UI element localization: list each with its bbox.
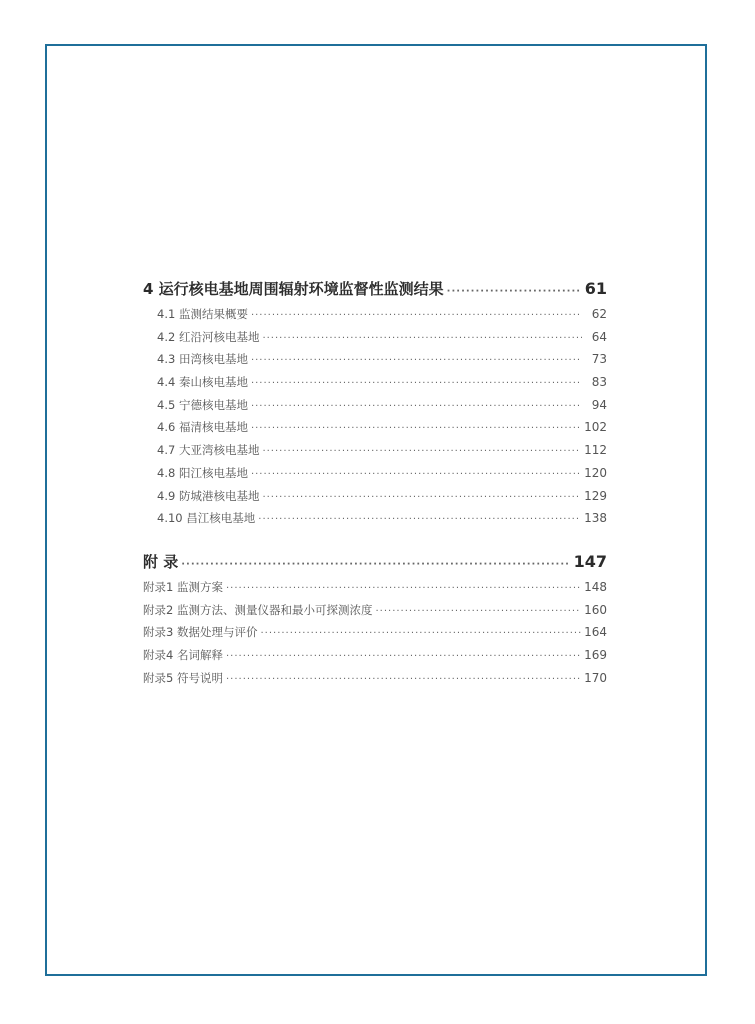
toc-section-entry[interactable] (143, 579, 607, 602)
toc-leader-dots (262, 333, 582, 344)
toc-section-title: 附录5 符号说明 (143, 670, 223, 685)
toc-section-entry[interactable] (143, 329, 607, 352)
toc-leader-dots (251, 355, 582, 366)
toc-section-title: 4.9 防城港核电基地 (157, 488, 260, 503)
toc-section-title: 4.1 监测结果概要 (157, 307, 248, 321)
toc-section-entry[interactable] (143, 647, 607, 670)
toc-section-title: 附录4 名词解释 (143, 648, 223, 663)
toc-chapter-title: 附 录 (143, 553, 179, 571)
toc-section-entry[interactable] (143, 374, 607, 397)
toc-page-number: 62 (591, 307, 607, 321)
toc-page-number: 102 (584, 420, 607, 435)
toc-page-number: 169 (584, 648, 607, 663)
toc-section-title: 4.4 秦山核电基地 (157, 375, 248, 390)
toc-section-entry[interactable] (143, 306, 607, 329)
toc-leader-dots (226, 651, 581, 662)
toc-section-title: 4.7 大亚湾核电基地 (157, 443, 260, 458)
toc-section-title: 4.3 田湾核电基地 (157, 352, 248, 367)
toc-page-number: 170 (584, 670, 607, 685)
toc-page-number: 64 (591, 329, 607, 344)
toc-page-number: 83 (591, 375, 607, 390)
toc-section-title: 4.8 阳江核电基地 (157, 465, 248, 480)
toc-leader-dots (226, 583, 581, 594)
toc-leader-dots (251, 469, 581, 480)
toc-page-number: 120 (584, 465, 607, 480)
toc-page-number: 164 (584, 625, 607, 640)
toc-page-number: 160 (584, 602, 607, 617)
toc-section-entry[interactable] (143, 397, 607, 420)
toc-leader-dots (251, 310, 582, 321)
toc-section-title: 附录2 监测方法、测量仪器和最小可探测浓度 (143, 602, 373, 617)
toc-chapter-entry[interactable] (143, 551, 607, 579)
toc-page-number: 61 (584, 279, 607, 298)
toc-leader-dots (258, 514, 581, 525)
toc-section-entry[interactable] (143, 624, 607, 647)
toc-chapter-title: 4 运行核电基地周围辐射环境监督性监测结果 (143, 280, 444, 298)
toc-leader-dots (251, 378, 582, 389)
toc-appendix (143, 551, 607, 692)
toc-section-title: 4.5 宁德核电基地 (157, 397, 248, 412)
toc-page-number: 147 (573, 552, 607, 571)
toc-section-entry[interactable] (143, 351, 607, 374)
toc-page-number: 138 (584, 511, 607, 526)
toc-page-number: 129 (584, 488, 607, 503)
toc-chapter-4 (143, 278, 607, 533)
toc-section-title: 4.2 红沿河核电基地 (157, 329, 260, 344)
toc-section-entry[interactable] (143, 442, 607, 465)
toc-section-title: 4.10 昌江核电基地 (157, 511, 256, 526)
toc-leader-dots (251, 423, 581, 434)
toc-section-entry[interactable] (143, 419, 607, 442)
toc-section-entry[interactable] (143, 510, 607, 533)
toc-leader-dots (262, 446, 581, 457)
toc-page-number: 94 (591, 397, 607, 412)
toc-leader-dots (181, 559, 570, 570)
toc-section-title: 4.6 福清核电基地 (157, 420, 248, 435)
toc-section-entry[interactable] (143, 670, 607, 693)
toc-section-title: 附录3 数据处理与评价 (143, 625, 258, 640)
toc-page-number: 73 (591, 352, 607, 367)
toc-leader-dots (260, 628, 581, 639)
toc-leader-dots (447, 286, 582, 297)
toc-leader-dots (226, 674, 581, 685)
toc-leader-dots (262, 492, 581, 503)
toc-leader-dots (251, 401, 582, 412)
toc-section-entry[interactable] (143, 465, 607, 488)
toc-section-entry[interactable] (143, 602, 607, 625)
toc-chapter-entry[interactable] (143, 278, 607, 306)
toc-leader-dots (375, 606, 581, 617)
toc-page-number: 112 (584, 443, 607, 458)
toc-page-number: 148 (584, 580, 607, 594)
toc-section-entry[interactable] (143, 488, 607, 511)
toc-section-title: 附录1 监测方案 (143, 580, 223, 594)
